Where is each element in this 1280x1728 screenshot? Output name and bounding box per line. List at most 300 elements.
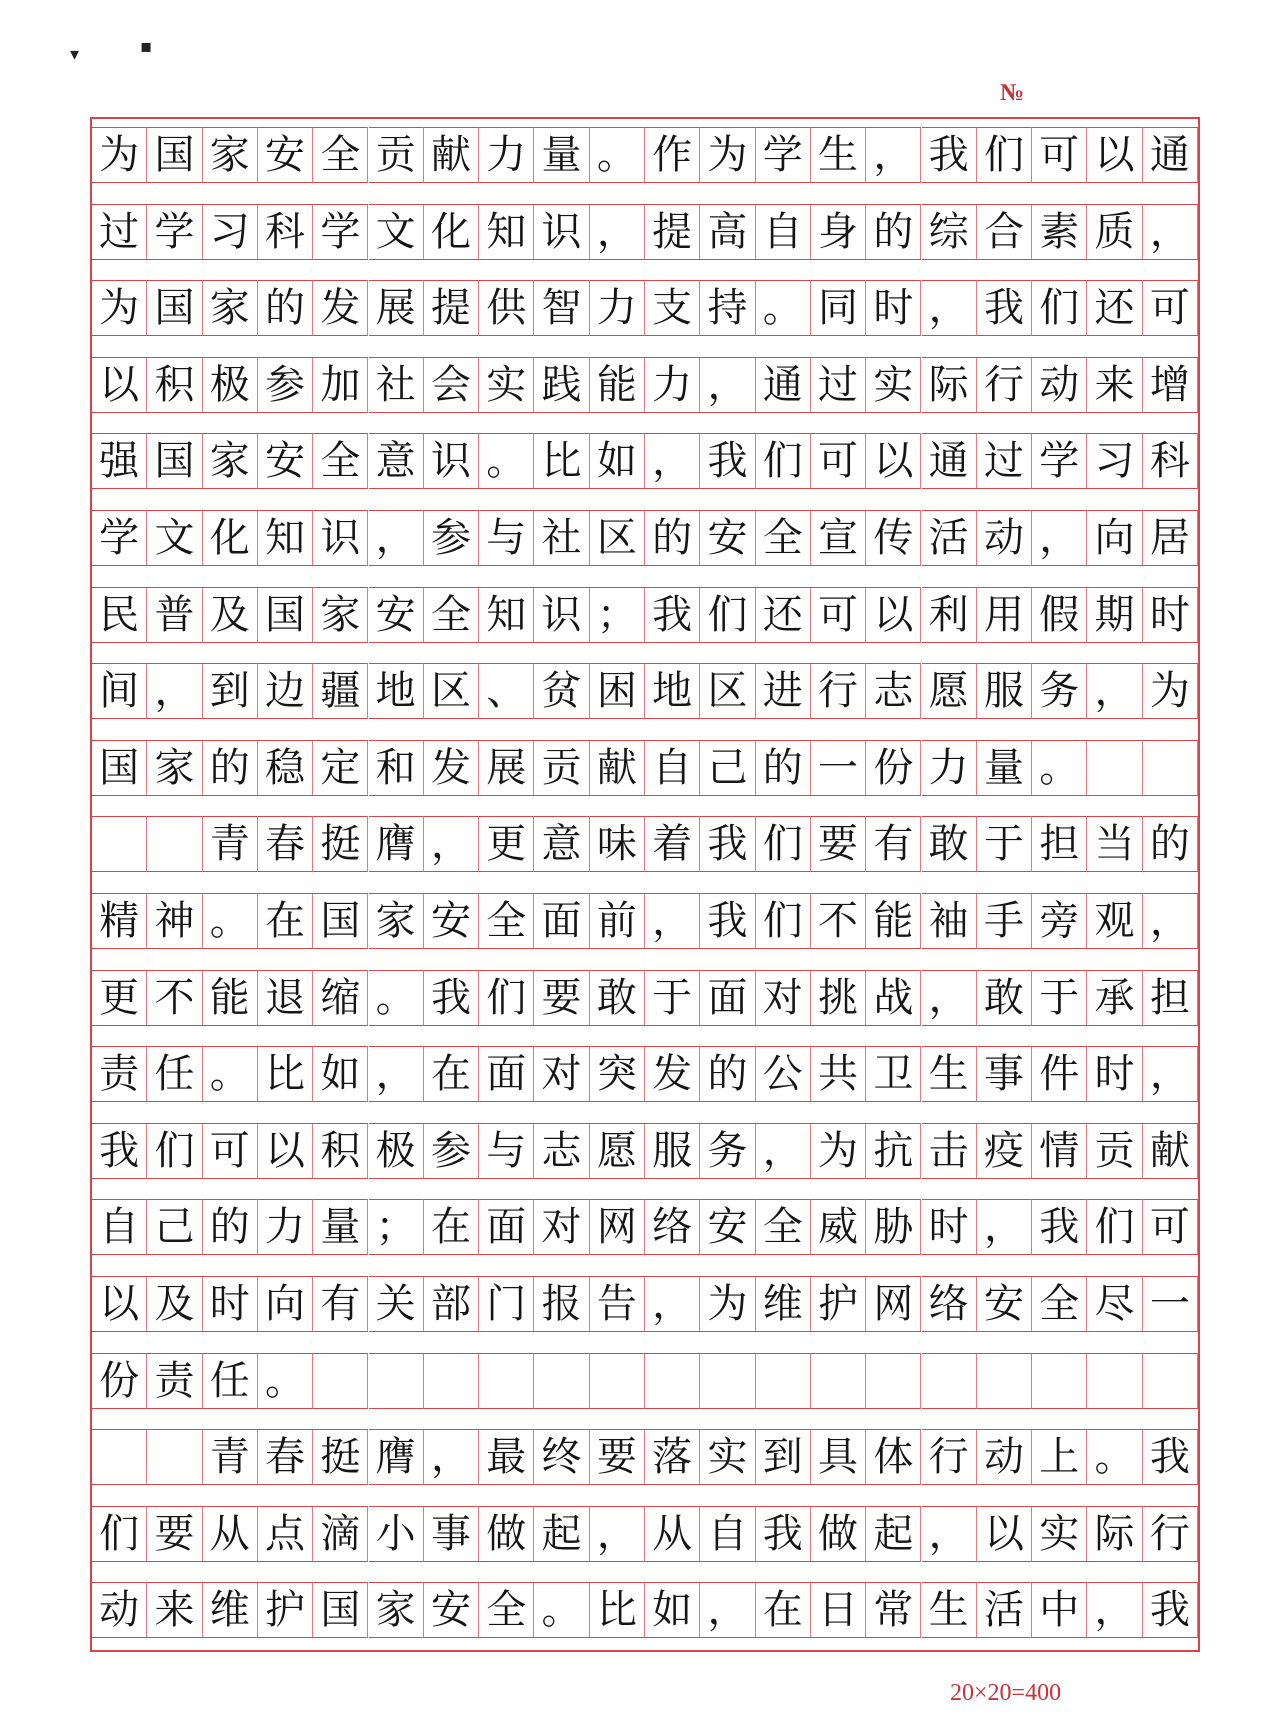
grid-cell: 愿 — [922, 663, 977, 719]
grid-cell: 宣 — [811, 510, 866, 566]
grid-cell: 动 — [1032, 357, 1087, 413]
grid-cell: 学 — [92, 510, 147, 566]
grid-cell: ， — [1032, 510, 1087, 566]
grid-cell: 能 — [203, 970, 258, 1026]
grid-cell: 们 — [1032, 280, 1087, 336]
grid-cell — [866, 1353, 921, 1409]
grid-cell: 责 — [92, 1046, 147, 1102]
grid-row — [92, 127, 1198, 183]
grid-cell: 发 — [645, 1046, 700, 1102]
grid-cell: 务 — [700, 1123, 755, 1179]
grid-cell: 为 — [1143, 663, 1198, 719]
grid-cell: 全 — [479, 893, 534, 949]
grid-cell: 手 — [977, 893, 1032, 949]
grid-cell: 来 — [1087, 357, 1142, 413]
grid-cell: 在 — [756, 1582, 811, 1638]
grid-cell: 的 — [258, 280, 313, 336]
grid-cell: 青 — [203, 816, 258, 872]
grid-cell: 。 — [258, 1353, 313, 1409]
grid-cell: 展 — [369, 280, 424, 336]
grid-cell: 意 — [534, 816, 589, 872]
grid-cell: 络 — [922, 1276, 977, 1332]
grid-cell: 服 — [977, 663, 1032, 719]
grid-cell: 可 — [1143, 280, 1198, 336]
grid-cell: 参 — [424, 1123, 479, 1179]
grid-cell: 前 — [590, 893, 645, 949]
grid-cell: 区 — [700, 663, 755, 719]
grid-cell: 。 — [203, 1046, 258, 1102]
ink-speck: ▾ — [70, 44, 80, 65]
grid-cell: 全 — [313, 127, 368, 183]
grid-cell: 供 — [479, 280, 534, 336]
grid-cell: 力 — [258, 1199, 313, 1255]
grid-cell: ； — [590, 587, 645, 643]
grid-cell: 安 — [424, 893, 479, 949]
grid-spec-label: 20×20=400 — [950, 1680, 1062, 1706]
grid-cell: 持 — [700, 280, 755, 336]
grid-cell: 力 — [645, 357, 700, 413]
grid-cell: 如 — [590, 433, 645, 489]
grid-cell — [479, 1353, 534, 1409]
grid-cell: 任 — [147, 1046, 202, 1102]
grid-cell: 具 — [811, 1429, 866, 1485]
grid-cell: 自 — [92, 1199, 147, 1255]
grid-cell: 。 — [479, 433, 534, 489]
grid-row — [92, 1506, 1198, 1562]
grid-cell — [92, 816, 147, 872]
grid-cell: 要 — [590, 1429, 645, 1485]
grid-cell: 我 — [922, 127, 977, 183]
grid-cell: 贡 — [369, 127, 424, 183]
grid-cell: ， — [922, 1506, 977, 1562]
grid-cell: 突 — [590, 1046, 645, 1102]
grid-cell: 贡 — [1087, 1123, 1142, 1179]
writing-grid — [90, 117, 1200, 1652]
grid-cell: 务 — [1032, 663, 1087, 719]
grid-cell — [590, 1353, 645, 1409]
grid-cell: ， — [1143, 1046, 1198, 1102]
grid-cell: 疆 — [313, 663, 368, 719]
grid-cell: 化 — [203, 510, 258, 566]
grid-cell: 着 — [645, 816, 700, 872]
grid-cell: 合 — [977, 204, 1032, 260]
grid-cell: 民 — [92, 587, 147, 643]
grid-cell: 担 — [1143, 970, 1198, 1026]
grid-cell: 参 — [424, 510, 479, 566]
grid-cell: 己 — [147, 1199, 202, 1255]
grid-cell: 们 — [756, 433, 811, 489]
grid-cell: 。 — [534, 1582, 589, 1638]
grid-cell: 战 — [866, 970, 921, 1026]
grid-cell — [1143, 740, 1198, 796]
grid-cell: 为 — [92, 127, 147, 183]
grid-cell: 支 — [645, 280, 700, 336]
grid-cell: 关 — [369, 1276, 424, 1332]
grid-cell: 公 — [756, 1046, 811, 1102]
grid-cell: 边 — [258, 663, 313, 719]
grid-cell: 学 — [313, 204, 368, 260]
grid-cell: 滴 — [313, 1506, 368, 1562]
grid-row — [92, 970, 1198, 1026]
grid-cell — [147, 816, 202, 872]
grid-cell: 我 — [1032, 1199, 1087, 1255]
grid-cell: 不 — [811, 893, 866, 949]
grid-cell: 任 — [203, 1353, 258, 1409]
grid-cell: 实 — [1032, 1506, 1087, 1562]
grid-cell: 安 — [700, 510, 755, 566]
grid-cell: 还 — [1087, 280, 1142, 336]
grid-cell: 从 — [203, 1506, 258, 1562]
grid-cell: 家 — [203, 127, 258, 183]
grid-cell: ， — [700, 1582, 755, 1638]
grid-cell: 质 — [1087, 204, 1142, 260]
grid-cell: 我 — [700, 816, 755, 872]
grid-cell: 量 — [313, 1199, 368, 1255]
grid-cell: 向 — [1087, 510, 1142, 566]
grid-cell: 假 — [1032, 587, 1087, 643]
grid-cell: 全 — [479, 1582, 534, 1638]
grid-cell: 体 — [866, 1429, 921, 1485]
grid-cell: ， — [922, 970, 977, 1026]
grid-cell: 以 — [977, 1506, 1032, 1562]
grid-cell: 知 — [258, 510, 313, 566]
grid-cell: ； — [369, 1199, 424, 1255]
grid-cell: 国 — [313, 1582, 368, 1638]
grid-cell: ， — [369, 510, 424, 566]
grid-cell: ， — [645, 1276, 700, 1332]
grid-cell: 家 — [203, 280, 258, 336]
grid-row — [92, 1046, 1198, 1102]
grid-cell: 社 — [534, 510, 589, 566]
grid-cell: 家 — [369, 893, 424, 949]
grid-cell: 要 — [534, 970, 589, 1026]
grid-cell: 面 — [534, 893, 589, 949]
grid-cell: 识 — [534, 587, 589, 643]
grid-cell: 生 — [922, 1046, 977, 1102]
grid-cell: 情 — [1032, 1123, 1087, 1179]
grid-cell: 在 — [258, 893, 313, 949]
grid-cell: 献 — [1143, 1123, 1198, 1179]
grid-cell — [1143, 1353, 1198, 1409]
grid-cell: 告 — [590, 1276, 645, 1332]
grid-row — [92, 204, 1198, 260]
grid-cell: 要 — [147, 1506, 202, 1562]
grid-cell: 自 — [700, 1506, 755, 1562]
grid-cell: 际 — [1087, 1506, 1142, 1562]
grid-cell: 能 — [590, 357, 645, 413]
grid-cell: 击 — [922, 1123, 977, 1179]
grid-cell: ， — [977, 1199, 1032, 1255]
grid-cell: ， — [922, 280, 977, 336]
grid-cell: 神 — [147, 893, 202, 949]
grid-cell: 时 — [1087, 1046, 1142, 1102]
grid-cell: 在 — [424, 1046, 479, 1102]
grid-row — [92, 816, 1198, 872]
grid-cell: 责 — [147, 1353, 202, 1409]
grid-cell: 力 — [479, 127, 534, 183]
grid-cell: 青 — [203, 1429, 258, 1485]
grid-cell — [977, 1353, 1032, 1409]
grid-cell: 精 — [92, 893, 147, 949]
grid-cell: 比 — [534, 433, 589, 489]
grid-cell: 的 — [645, 510, 700, 566]
grid-cell: ， — [590, 204, 645, 260]
grid-cell: 为 — [700, 1276, 755, 1332]
grid-cell: 络 — [645, 1199, 700, 1255]
grid-cell: 国 — [147, 280, 202, 336]
grid-cell — [1087, 1353, 1142, 1409]
grid-cell: 共 — [811, 1046, 866, 1102]
grid-cell: 。 — [756, 280, 811, 336]
grid-cell: ， — [700, 357, 755, 413]
grid-cell: 力 — [922, 740, 977, 796]
grid-row — [92, 1276, 1198, 1332]
grid-cell: 积 — [147, 357, 202, 413]
grid-cell: 们 — [147, 1123, 202, 1179]
grid-cell — [922, 1353, 977, 1409]
grid-cell — [756, 1353, 811, 1409]
grid-cell: 高 — [700, 204, 755, 260]
grid-cell: 胁 — [866, 1199, 921, 1255]
grid-cell: 对 — [534, 1199, 589, 1255]
grid-cell: 我 — [700, 893, 755, 949]
grid-cell: 安 — [258, 433, 313, 489]
grid-cell: 传 — [866, 510, 921, 566]
grid-cell: 与 — [479, 1123, 534, 1179]
grid-cell: 份 — [92, 1353, 147, 1409]
grid-cell: 国 — [258, 587, 313, 643]
grid-cell: 要 — [811, 816, 866, 872]
grid-cell: 网 — [590, 1199, 645, 1255]
grid-cell: 实 — [866, 357, 921, 413]
grid-cell: 可 — [203, 1123, 258, 1179]
grid-cell: 活 — [977, 1582, 1032, 1638]
grid-cell: 际 — [922, 357, 977, 413]
grid-row — [92, 280, 1198, 336]
grid-cell: 事 — [977, 1046, 1032, 1102]
serial-number-label: № — [1000, 80, 1025, 106]
grid-cell: ， — [1087, 663, 1142, 719]
grid-cell: 量 — [534, 127, 589, 183]
grid-cell: 起 — [534, 1506, 589, 1562]
grid-cell: 。 — [1032, 740, 1087, 796]
grid-cell: 提 — [645, 204, 700, 260]
grid-cell: 挑 — [811, 970, 866, 1026]
grid-cell: 己 — [700, 740, 755, 796]
grid-cell: 间 — [92, 663, 147, 719]
grid-cell: 普 — [147, 587, 202, 643]
grid-cell: 科 — [258, 204, 313, 260]
grid-cell: 担 — [1032, 816, 1087, 872]
grid-cell: 点 — [258, 1506, 313, 1562]
grid-cell: 动 — [92, 1582, 147, 1638]
grid-cell: 为 — [811, 1123, 866, 1179]
grid-cell: 还 — [756, 587, 811, 643]
grid-cell: 到 — [756, 1429, 811, 1485]
grid-row — [92, 1582, 1198, 1638]
grid-cell: 行 — [922, 1429, 977, 1485]
grid-cell: ， — [424, 1429, 479, 1485]
grid-cell — [424, 1353, 479, 1409]
grid-cell: 如 — [313, 1046, 368, 1102]
grid-cell: 膺 — [369, 816, 424, 872]
grid-cell: 比 — [590, 1582, 645, 1638]
grid-cell: 提 — [424, 280, 479, 336]
grid-cell: 袖 — [922, 893, 977, 949]
grid-cell: 做 — [811, 1506, 866, 1562]
grid-cell: 同 — [811, 280, 866, 336]
grid-cell: 习 — [1087, 433, 1142, 489]
grid-cell: 以 — [258, 1123, 313, 1179]
grid-cell — [811, 1353, 866, 1409]
grid-cell: 定 — [313, 740, 368, 796]
grid-cell: 科 — [1143, 433, 1198, 489]
grid-row — [92, 510, 1198, 566]
grid-row — [92, 587, 1198, 643]
grid-cell: 知 — [479, 587, 534, 643]
grid-cell: 以 — [866, 587, 921, 643]
grid-cell: ， — [1143, 893, 1198, 949]
grid-cell: 做 — [479, 1506, 534, 1562]
grid-cell: 在 — [424, 1199, 479, 1255]
grid-cell: 我 — [92, 1123, 147, 1179]
grid-row — [92, 740, 1198, 796]
grid-cell: 最 — [479, 1429, 534, 1485]
grid-cell: 门 — [479, 1276, 534, 1332]
grid-cell: 小 — [369, 1506, 424, 1562]
grid-cell: 生 — [922, 1582, 977, 1638]
grid-cell: 生 — [811, 127, 866, 183]
grid-cell: 展 — [479, 740, 534, 796]
grid-cell: 于 — [977, 816, 1032, 872]
grid-cell: 贡 — [534, 740, 589, 796]
grid-cell: 的 — [203, 740, 258, 796]
grid-cell: 起 — [866, 1506, 921, 1562]
grid-cell: 疫 — [977, 1123, 1032, 1179]
grid-cell: 为 — [92, 280, 147, 336]
grid-cell: 。 — [1087, 1429, 1142, 1485]
grid-cell: 文 — [369, 204, 424, 260]
grid-cell: 困 — [590, 663, 645, 719]
grid-row — [92, 1429, 1198, 1485]
grid-cell: 上 — [1032, 1429, 1087, 1485]
grid-cell: 服 — [645, 1123, 700, 1179]
grid-cell: 自 — [756, 204, 811, 260]
grid-cell: 识 — [424, 433, 479, 489]
grid-cell: 身 — [811, 204, 866, 260]
grid-cell: 一 — [811, 740, 866, 796]
ink-speck: ▪ — [140, 36, 153, 57]
grid-cell: ， — [147, 663, 202, 719]
grid-cell: 行 — [1143, 1506, 1198, 1562]
grid-cell: 识 — [313, 510, 368, 566]
grid-cell: 对 — [534, 1046, 589, 1102]
grid-cell: ， — [590, 1506, 645, 1562]
grid-cell: 贫 — [534, 663, 589, 719]
grid-cell: 来 — [147, 1582, 202, 1638]
grid-cell: 过 — [977, 433, 1032, 489]
grid-cell: 面 — [479, 1046, 534, 1102]
grid-cell: 维 — [203, 1582, 258, 1638]
grid-cell: 们 — [977, 127, 1032, 183]
grid-cell: 比 — [258, 1046, 313, 1102]
grid-cell: 威 — [811, 1199, 866, 1255]
grid-cell: 我 — [645, 587, 700, 643]
grid-cell: 国 — [147, 127, 202, 183]
grid-cell: 学 — [756, 127, 811, 183]
grid-cell: 护 — [258, 1582, 313, 1638]
grid-cell: 护 — [811, 1276, 866, 1332]
grid-cell: 志 — [866, 663, 921, 719]
grid-cell: 我 — [756, 1506, 811, 1562]
grid-cell: 有 — [313, 1276, 368, 1332]
grid-cell: 强 — [92, 433, 147, 489]
grid-cell — [700, 1353, 755, 1409]
grid-cell: 们 — [479, 970, 534, 1026]
grid-cell: 意 — [369, 433, 424, 489]
grid-cell: 和 — [369, 740, 424, 796]
grid-cell: 进 — [756, 663, 811, 719]
grid-cell: 的 — [756, 740, 811, 796]
grid-cell: 期 — [1087, 587, 1142, 643]
grid-cell: 。 — [369, 970, 424, 1026]
grid-cell: 动 — [977, 1429, 1032, 1485]
grid-cell: 抗 — [866, 1123, 921, 1179]
grid-cell: ， — [369, 1046, 424, 1102]
grid-cell: 以 — [92, 1276, 147, 1332]
grid-cell: 安 — [258, 127, 313, 183]
grid-cell: 我 — [977, 280, 1032, 336]
grid-cell: ， — [424, 816, 479, 872]
grid-cell: 对 — [756, 970, 811, 1026]
grid-cell: 时 — [922, 1199, 977, 1255]
grid-cell: 国 — [313, 893, 368, 949]
grid-cell: 我 — [700, 433, 755, 489]
grid-cell: 与 — [479, 510, 534, 566]
grid-cell: 安 — [977, 1276, 1032, 1332]
grid-cell: 力 — [590, 280, 645, 336]
grid-cell: 发 — [313, 280, 368, 336]
grid-cell: 行 — [811, 663, 866, 719]
grid-cell: 动 — [977, 510, 1032, 566]
grid-cell: 学 — [1032, 433, 1087, 489]
grid-cell: 落 — [645, 1429, 700, 1485]
grid-cell: 加 — [313, 357, 368, 413]
grid-cell: 春 — [258, 1429, 313, 1485]
grid-cell: 、 — [479, 663, 534, 719]
grid-cell — [313, 1353, 368, 1409]
grid-cell: 以 — [92, 357, 147, 413]
grid-cell: 践 — [534, 357, 589, 413]
grid-cell: 时 — [203, 1276, 258, 1332]
grid-cell: 春 — [258, 816, 313, 872]
grid-cell: 面 — [700, 970, 755, 1026]
grid-cell: 国 — [92, 740, 147, 796]
grid-cell: 份 — [866, 740, 921, 796]
grid-cell: 可 — [811, 433, 866, 489]
grid-row — [92, 357, 1198, 413]
grid-cell: 稳 — [258, 740, 313, 796]
grid-cell: 地 — [645, 663, 700, 719]
grid-cell: 实 — [479, 357, 534, 413]
grid-cell: 到 — [203, 663, 258, 719]
grid-cell: 素 — [1032, 204, 1087, 260]
grid-row — [92, 1199, 1198, 1255]
grid-cell: 观 — [1087, 893, 1142, 949]
grid-cell: 一 — [1143, 1276, 1198, 1332]
grid-cell: 挺 — [313, 1429, 368, 1485]
grid-cell: 能 — [866, 893, 921, 949]
